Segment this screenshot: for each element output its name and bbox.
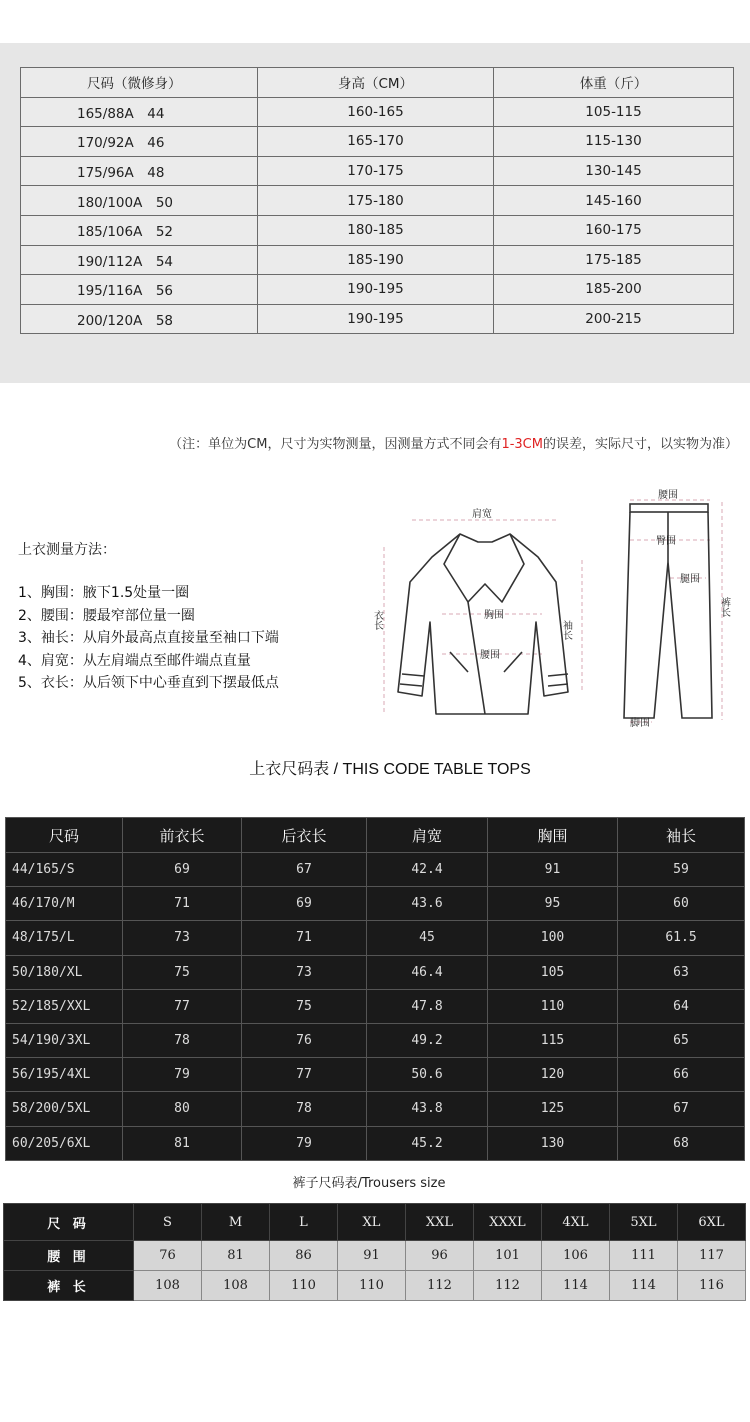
table-cell: 120: [488, 1058, 618, 1092]
table-cell: 200/120A 58: [21, 304, 258, 334]
table-row: [6, 887, 745, 921]
table-row: [21, 275, 734, 305]
table-cell: 67: [618, 1092, 745, 1126]
header-back-length: 后衣长: [242, 818, 367, 853]
table-cell: 80: [123, 1092, 242, 1126]
table-header-row: [21, 68, 734, 98]
table-cell: 100: [488, 921, 618, 955]
table-row: [6, 1023, 745, 1057]
table-cell: 77: [123, 989, 242, 1023]
table-row: [21, 97, 734, 127]
table-row: [4, 1271, 746, 1301]
table-cell: 145-160: [494, 186, 734, 216]
table-row: [21, 186, 734, 216]
guide-title: 上衣测量方法：: [18, 542, 116, 558]
table-cell: 78: [242, 1092, 367, 1126]
table-cell: 56/195/4XL: [6, 1058, 123, 1092]
table-cell: 71: [242, 921, 367, 955]
table-cell: 170/92A 46: [21, 127, 258, 157]
table-cell: 125: [488, 1092, 618, 1126]
table-row: [21, 304, 734, 334]
header-size: 尺 码: [4, 1204, 134, 1241]
table-row: [4, 1241, 746, 1271]
list-item: 5、衣长：从后领下中心垂直到下摆最低点: [18, 675, 279, 691]
table-cell: 65: [618, 1023, 745, 1057]
table-row: [21, 215, 734, 245]
table-cell: 42.4: [367, 853, 488, 887]
shoulder-label: 肩宽: [472, 509, 492, 520]
note-text: （注：单位为CM，尺寸为实物测量，因测量方式不同会有: [169, 437, 502, 452]
table-row: [21, 156, 734, 186]
table-cell: 77: [242, 1058, 367, 1092]
table-cell: 43.8: [367, 1092, 488, 1126]
list-item: 3、袖长：从肩外最高点直接量至袖口下端: [18, 630, 279, 646]
header-size: 尺码: [6, 818, 123, 853]
table-cell: 190-195: [258, 304, 494, 334]
table-cell: 81: [123, 1126, 242, 1160]
table-cell: 160-175: [494, 215, 734, 245]
table-cell: 71: [123, 887, 242, 921]
size-header-cell: 4XL: [542, 1204, 610, 1241]
table-cell: 96: [406, 1241, 474, 1271]
table-cell: 52/185/XXL: [6, 989, 123, 1023]
table-cell: 111: [610, 1241, 678, 1271]
list-item: 4、肩宽：从左肩端点至邮件端点直量: [18, 652, 251, 669]
table-cell: 86: [270, 1241, 338, 1271]
table-cell: 170-175: [258, 156, 494, 186]
header-height: 身高（CM）: [258, 68, 494, 98]
thigh-label: 腿围: [680, 574, 700, 585]
table-cell: 61.5: [618, 921, 745, 955]
table-cell: 81: [202, 1241, 270, 1271]
table-cell: 130: [488, 1126, 618, 1160]
table-row: [6, 1092, 745, 1126]
table-row: [6, 921, 745, 955]
table-cell: 68: [618, 1126, 745, 1160]
table-cell: 106: [542, 1241, 610, 1271]
trousers-table-title: 裤子尺码表/Trousers size: [292, 1176, 446, 1191]
table-cell: 185-200: [494, 275, 734, 305]
table-cell: 67: [242, 853, 367, 887]
table-cell: 48/175/L: [6, 921, 123, 955]
header-sleeve: 袖长: [618, 818, 745, 853]
table-row: [21, 245, 734, 275]
table-cell: 63: [618, 955, 745, 989]
table-cell: 115-130: [494, 127, 734, 157]
table-cell: 44/165/S: [6, 853, 123, 887]
size-header-cell: XXXL: [474, 1204, 542, 1241]
table-cell: 75: [123, 955, 242, 989]
table-cell: 54/190/3XL: [6, 1023, 123, 1057]
size-header-cell: XXL: [406, 1204, 474, 1241]
size-header-cell: 6XL: [678, 1204, 746, 1241]
table-row: [21, 127, 734, 157]
table-cell: 130-145: [494, 156, 734, 186]
table-cell: 200-215: [494, 304, 734, 334]
table-row: [6, 955, 745, 989]
table-cell: 91: [488, 853, 618, 887]
table-cell: 175-180: [258, 186, 494, 216]
header-weight: 体重（斤）: [494, 68, 734, 98]
table-cell: 108: [202, 1271, 270, 1301]
size-header-cell: 5XL: [610, 1204, 678, 1241]
tops-table-title: 上衣尺码表 / THIS CODE TABLE TOPS: [249, 761, 531, 778]
table-cell: 76: [134, 1241, 202, 1271]
table-row: [6, 853, 745, 887]
pants-diagram: [610, 482, 740, 732]
table-row: [6, 1058, 745, 1092]
table-row: [6, 989, 745, 1023]
table-cell: 45.2: [367, 1126, 488, 1160]
list-item: 2、腰围：腰最窄部位量一圈: [18, 607, 195, 624]
size-header-cell: XL: [338, 1204, 406, 1241]
table-cell: 165/88A 44: [21, 97, 258, 127]
table-cell: 50.6: [367, 1058, 488, 1092]
table-cell: 76: [242, 1023, 367, 1057]
table-cell: 49.2: [367, 1023, 488, 1057]
table-cell: 190-195: [258, 275, 494, 305]
header-shoulder: 肩宽: [367, 818, 488, 853]
table-cell: 180-185: [258, 215, 494, 245]
table-cell: 190/112A 54: [21, 245, 258, 275]
table-cell: 69: [242, 887, 367, 921]
table-cell: 79: [242, 1126, 367, 1160]
sleeve-label: 袖长: [560, 620, 572, 640]
header-size: 尺码（微修身）: [21, 68, 258, 98]
table-row: [6, 1126, 745, 1160]
table-cell: 117: [678, 1241, 746, 1271]
table-cell: 45: [367, 921, 488, 955]
header-chest: 胸围: [488, 818, 618, 853]
table-cell: 195/116A 56: [21, 275, 258, 305]
table-header-row: [4, 1204, 746, 1241]
length-label: 衣长: [372, 610, 383, 630]
table-cell: 110: [488, 989, 618, 1023]
table-cell: 50/180/XL: [6, 955, 123, 989]
table-cell: 66: [618, 1058, 745, 1092]
trousers-size-table: [3, 1203, 746, 1301]
table-cell: 95: [488, 887, 618, 921]
table-cell: 79: [123, 1058, 242, 1092]
table-cell: 105: [488, 955, 618, 989]
table-cell: 101: [474, 1241, 542, 1271]
table-cell: 69: [123, 853, 242, 887]
table-cell: 116: [678, 1271, 746, 1301]
list-item: 1、胸围：腋下1.5处量一圈: [18, 585, 190, 601]
table-cell: 110: [338, 1271, 406, 1301]
table-cell: 185/106A 52: [21, 215, 258, 245]
jacket-diagram: [372, 492, 597, 722]
table-cell: 114: [610, 1271, 678, 1301]
chest-label: 胸围: [484, 610, 504, 621]
table-cell: 105-115: [494, 97, 734, 127]
guide-list: [18, 582, 279, 695]
table-header-row: [6, 818, 745, 853]
size-section: [0, 43, 750, 383]
table-cell: 64: [618, 989, 745, 1023]
table-cell: 43.6: [367, 887, 488, 921]
note-text-end: 的误差，实际尺寸，以实物为准）: [542, 437, 738, 452]
pants-waist-label: 腰围: [658, 490, 678, 501]
table-cell: 114: [542, 1271, 610, 1301]
note-highlight: 1-3CM: [501, 437, 543, 452]
row-label: 裤 长: [4, 1271, 134, 1301]
pants-length-label: 裤长: [718, 597, 730, 617]
table-cell: 75: [242, 989, 367, 1023]
table-cell: 115: [488, 1023, 618, 1057]
table-cell: 160-165: [258, 97, 494, 127]
size-header-cell: L: [270, 1204, 338, 1241]
table-cell: 175-185: [494, 245, 734, 275]
waist-label: 腰围: [480, 650, 500, 661]
table-cell: 180/100A 50: [21, 186, 258, 216]
measurement-note: [0, 433, 738, 452]
row-label: 腰 围: [4, 1241, 134, 1271]
size-header-cell: S: [134, 1204, 202, 1241]
hip-label: 臀围: [656, 536, 676, 547]
table-cell: 165-170: [258, 127, 494, 157]
table-cell: 175/96A 48: [21, 156, 258, 186]
header-front-length: 前衣长: [123, 818, 242, 853]
table-cell: 58/200/5XL: [6, 1092, 123, 1126]
hem-label: 脚围: [630, 718, 650, 729]
table-cell: 46/170/M: [6, 887, 123, 921]
table-cell: 108: [134, 1271, 202, 1301]
table-cell: 112: [474, 1271, 542, 1301]
tops-size-table: [5, 817, 745, 1161]
table-cell: 73: [123, 921, 242, 955]
table-cell: 73: [242, 955, 367, 989]
table-cell: 78: [123, 1023, 242, 1057]
table-cell: 59: [618, 853, 745, 887]
table-cell: 91: [338, 1241, 406, 1271]
table-cell: 60/205/6XL: [6, 1126, 123, 1160]
size-header-cell: M: [202, 1204, 270, 1241]
body-size-table: [20, 67, 734, 334]
table-cell: 110: [270, 1271, 338, 1301]
table-cell: 46.4: [367, 955, 488, 989]
table-cell: 47.8: [367, 989, 488, 1023]
table-cell: 60: [618, 887, 745, 921]
table-cell: 185-190: [258, 245, 494, 275]
table-cell: 112: [406, 1271, 474, 1301]
